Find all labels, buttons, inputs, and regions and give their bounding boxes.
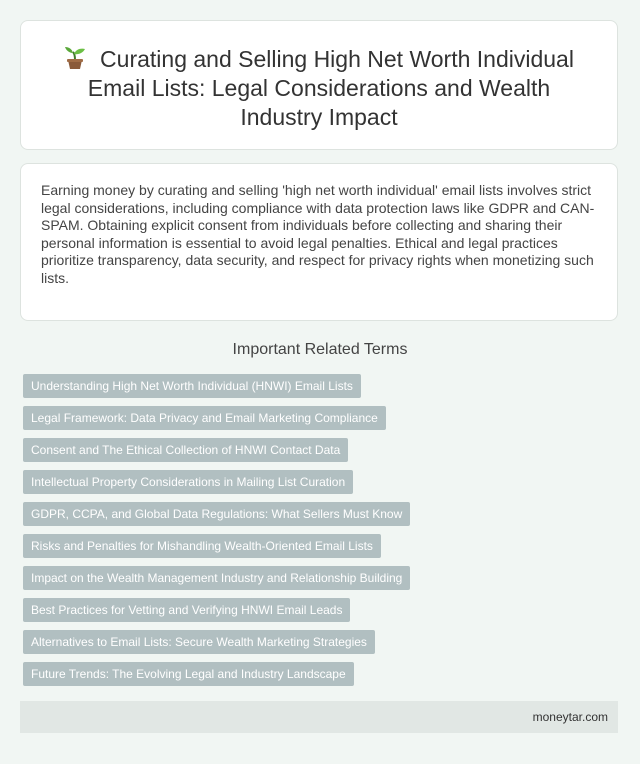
related-term-tag[interactable]: Legal Framework: Data Privacy and Email Marketing Compliance — [23, 406, 386, 430]
related-term-tag[interactable]: Understanding High Net Worth Individual (HNWI) Email Lists — [23, 374, 361, 398]
related-term-tag[interactable]: Best Practices for Vetting and Verifying HNWI Email Leads — [23, 598, 350, 622]
related-term-tag[interactable]: Risks and Penalties for Mishandling Wealth-Oriented Email Lists — [23, 534, 381, 558]
page-title — [21, 21, 617, 132]
related-term-tag[interactable]: Consent and The Ethical Collection of HNWI Contact Data — [23, 438, 348, 462]
related-term-tag[interactable]: Impact on the Wealth Management Industry and Relationship Building — [23, 566, 410, 590]
footer — [20, 701, 618, 733]
related-term-tag[interactable]: GDPR, CCPA, and Global Data Regulations: What Sellers Must Know — [23, 502, 410, 526]
related-term-tag[interactable]: Alternatives to Email Lists: Secure Wealth Marketing Strategies — [23, 630, 375, 654]
intro-paragraph: Earning money by curating and selling 'high net worth individual' email lists involves strict legal considerations, including compliance with data protection laws like GDPR and CAN-SPAM. Obtaining explicit consent from individuals before collecting and sharing their personal information is essential to avoid legal penalties. Ethical and legal practices prioritize transparency, data security, and respect for privacy rights when monetizing such lists. — [41, 182, 595, 286]
related-term-tag[interactable]: Future Trends: The Evolving Legal and Industry Landscape — [23, 662, 354, 686]
title-card — [20, 20, 618, 150]
sprout-icon — [64, 46, 86, 70]
page-title-text: Curating and Selling High Net Worth Individual Email Lists: Legal Considerations and Wealth Industry Impact — [87, 46, 574, 130]
related-term-tag[interactable]: Intellectual Property Considerations in Mailing List Curation — [23, 470, 353, 494]
related-terms-heading: Important Related Terms — [232, 341, 408, 358]
intro-card — [20, 163, 618, 321]
related-terms-list — [23, 374, 623, 694]
footer-site-link[interactable]: moneytar.com — [532, 710, 608, 724]
